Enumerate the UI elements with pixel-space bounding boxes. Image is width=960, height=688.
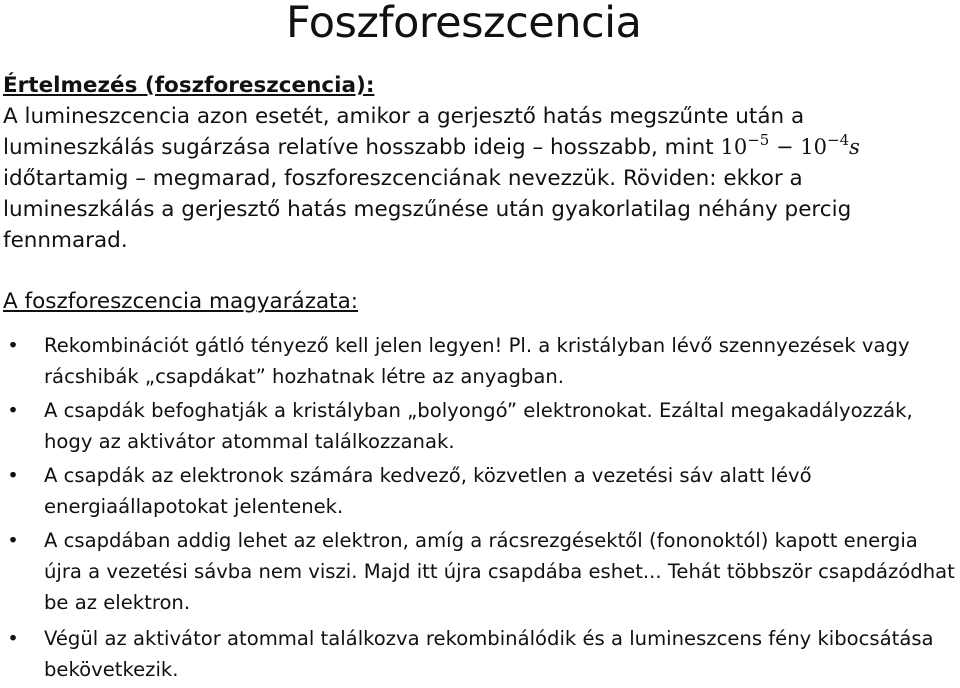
formula-base-1: 10 [720, 135, 748, 159]
time-range-formula [720, 131, 860, 159]
bullet-icon: • [7, 529, 19, 552]
slide-title: Foszforeszcencia [286, 0, 642, 48]
formula-unit: s [849, 135, 860, 159]
bullet-item [0, 395, 958, 457]
definition-section [3, 70, 953, 256]
definition-heading: Értelmezés (foszforeszcencia): [3, 73, 375, 98]
bullet-icon: • [7, 464, 19, 487]
formula-base-2: 10 [800, 135, 828, 159]
bullet-text: A csapdák az elektronok számára kedvező, közvetlen a vezetési sáv alatt lévő energiaállapotokat jelentenek. [44, 464, 812, 518]
bullet-text: A csapdában addig lehet az elektron, amíg a rácsrezgésektől (fononoktól) kapott energia újra a vezetési sávba nem viszi. Majd itt újra csapdába eshet... Tehát többször csapdázódhat be az elektron. [44, 529, 955, 614]
definition-text [3, 101, 953, 256]
bullet-item [0, 330, 958, 392]
formula-exponent-2: −4 [827, 131, 850, 149]
explanation-bullet-list [0, 330, 958, 688]
bullet-item [0, 460, 958, 522]
formula-exponent-1: −5 [747, 131, 770, 149]
bullet-icon: • [7, 334, 19, 357]
bullet-text: A csapdák befoghatják a kristályban „bolyongó” elektronokat. Ezáltal megakadályozzák, hogy az aktivátor atommal találkozzanak. [44, 399, 913, 453]
bullet-text: Rekombinációt gátló tényező kell jelen legyen! Pl. a kristályban lévő szennyezések vagy rácshibák „csapdákat” hozhatnak létre az anyagban. [44, 334, 910, 388]
definition-text-start: A lumineszcencia azon esetét, amikor a gerjesztő hatás megszűnte után a lumineszkálás sugárzása relatíve hosszabb ideig – hosszabb, mint [3, 104, 805, 160]
bullet-item [0, 623, 958, 685]
bullet-icon: • [7, 627, 19, 650]
explanation-heading: A foszforeszcencia magyarázata: [3, 289, 359, 314]
bullet-icon: • [7, 399, 19, 422]
bullet-item [0, 525, 958, 618]
bullet-text: Végül az aktivátor atommal találkozva rekombinálódik és a lumineszcens fény kibocsátása bekövetkezik. [44, 627, 934, 681]
formula-dash: − [769, 135, 801, 159]
definition-text-end: időtartamig – megmarad, foszforeszcenciának nevezzük. Röviden: ekkor a lumineszkálás a gerjesztő hatás megszűnése után gyakorlatilag néhány percig fennmarad. [3, 166, 852, 253]
